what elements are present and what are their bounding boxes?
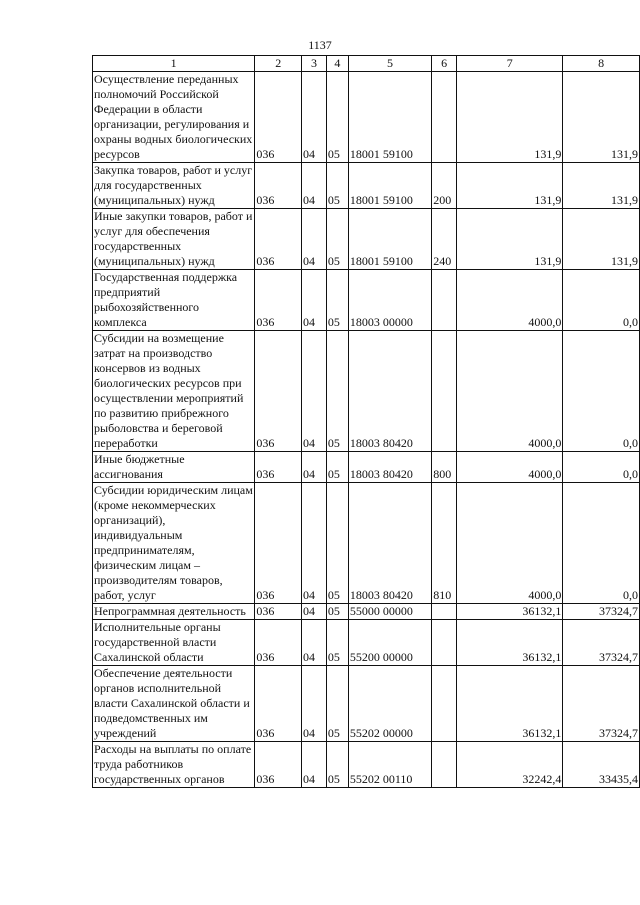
col-header: 6 <box>432 56 457 72</box>
table-body <box>93 56 640 788</box>
row-name: Субсидии юридическим лицам (кроме некоммерческих организаций), индивидуальным предпринимателям, физическим лицам – производителям товаров, работ, услуг <box>94 483 253 602</box>
budget-table <box>92 55 640 788</box>
row-amount-year-1: 4000,0 <box>457 331 563 452</box>
row-amount-year-1: 32242,4 <box>457 742 563 788</box>
row-name: Субсидии на возмещение затрат на производство консервов из водных биологических ресурсов при осуществлении мероприятий по развитию прибрежного рыболовства и береговой переработки <box>93 331 255 452</box>
row-section: 04 <box>302 452 327 483</box>
row-name: Иные закупки товаров, работ и услуг для обеспечения государственных (муниципальных) нужд <box>93 209 255 270</box>
row-expense-type <box>432 666 457 742</box>
row-amount-year-1: 36132,1 <box>457 604 563 620</box>
row-expense-type: 200 <box>432 163 457 209</box>
row-subsection: 05 <box>326 620 348 666</box>
row-expense-type <box>432 620 457 666</box>
row-name: Осуществление переданных полномочий Российской Федерации в области организации, регулирования и охраны водных биологических ресурсов <box>93 72 255 163</box>
row-expense-type <box>432 742 457 788</box>
row-amount-year-2: 37324,7 <box>563 666 640 742</box>
table-row <box>93 452 640 483</box>
row-amount-year-2: 0,0 <box>563 331 640 452</box>
row-name: Иные бюджетные ассигнования <box>93 452 255 483</box>
row-subsection: 05 <box>326 666 348 742</box>
row-target-article: 55000 00000 <box>348 604 431 620</box>
row-expense-type <box>432 331 457 452</box>
row-amount-year-1: 4000,0 <box>457 270 563 331</box>
row-ministry-code: 036 <box>255 666 302 742</box>
table-row <box>93 666 640 742</box>
row-ministry-code: 036 <box>255 163 302 209</box>
row-amount-year-1: 131,9 <box>457 163 563 209</box>
row-section: 04 <box>302 331 327 452</box>
row-amount-year-1: 36132,1 <box>457 666 563 742</box>
row-amount-year-2: 0,0 <box>563 483 640 604</box>
col-header: 2 <box>255 56 302 72</box>
row-amount-year-1: 36132,1 <box>457 620 563 666</box>
row-target-article: 18001 59100 <box>348 72 431 163</box>
row-subsection: 05 <box>326 163 348 209</box>
page-number: 1137 <box>308 38 332 52</box>
row-section: 04 <box>302 483 327 604</box>
row-ministry-code: 036 <box>255 270 302 331</box>
row-target-article: 55200 00000 <box>348 620 431 666</box>
row-target-article: 55202 00110 <box>348 742 431 788</box>
row-ministry-code: 036 <box>255 72 302 163</box>
row-section: 04 <box>302 72 327 163</box>
row-amount-year-2: 131,9 <box>563 209 640 270</box>
row-name: Непрограммная деятельность <box>93 604 255 620</box>
table-row <box>93 742 640 788</box>
row-amount-year-2: 33435,4 <box>563 742 640 788</box>
row-amount-year-2: 131,9 <box>563 72 640 163</box>
row-target-article: 18001 59100 <box>348 209 431 270</box>
row-ministry-code: 036 <box>255 452 302 483</box>
row-subsection: 05 <box>326 331 348 452</box>
table-row <box>93 483 640 604</box>
row-amount-year-2: 37324,7 <box>563 604 640 620</box>
row-target-article: 18003 80420 <box>348 483 431 604</box>
col-header: 8 <box>563 56 640 72</box>
row-section: 04 <box>302 666 327 742</box>
row-name: Исполнительные органы государственной власти Сахалинской области <box>93 620 255 666</box>
row-amount-year-2: 131,9 <box>563 163 640 209</box>
col-header: 3 <box>302 56 327 72</box>
row-name: Государственная поддержка предприятий рыбохозяйственного комплекса <box>93 270 255 331</box>
row-amount-year-2: 0,0 <box>563 452 640 483</box>
table-row <box>93 620 640 666</box>
row-expense-type <box>432 270 457 331</box>
row-subsection: 05 <box>326 604 348 620</box>
row-amount-year-2: 0,0 <box>563 270 640 331</box>
row-amount-year-1: 4000,0 <box>457 483 563 604</box>
col-header: 5 <box>348 56 431 72</box>
row-section: 04 <box>302 270 327 331</box>
row-expense-type: 800 <box>432 452 457 483</box>
row-ministry-code: 036 <box>255 209 302 270</box>
row-ministry-code: 036 <box>255 742 302 788</box>
row-target-article: 18003 80420 <box>348 331 431 452</box>
row-expense-type: 240 <box>432 209 457 270</box>
table-row <box>93 270 640 331</box>
row-ministry-code: 036 <box>255 483 302 604</box>
col-header: 4 <box>326 56 348 72</box>
col-header: 1 <box>93 56 255 72</box>
row-amount-year-1: 131,9 <box>457 72 563 163</box>
row-subsection: 05 <box>326 742 348 788</box>
row-name: Обеспечение деятельности органов исполнительной власти Сахалинской области и подведомственных им учреждений <box>93 666 255 742</box>
row-ministry-code: 036 <box>255 604 302 620</box>
row-subsection: 05 <box>326 209 348 270</box>
table-row <box>93 209 640 270</box>
row-section: 04 <box>302 604 327 620</box>
row-target-article: 18001 59100 <box>348 163 431 209</box>
row-expense-type <box>432 72 457 163</box>
row-ministry-code: 036 <box>255 331 302 452</box>
col-header: 7 <box>457 56 563 72</box>
row-expense-type <box>432 604 457 620</box>
row-name: Расходы на выплаты по оплате труда работников государственных органов <box>93 742 255 788</box>
row-section: 04 <box>302 620 327 666</box>
table-header-row <box>93 56 640 72</box>
row-amount-year-2: 37324,7 <box>563 620 640 666</box>
row-name: Закупка товаров, работ и услуг для государственных (муниципальных) нужд <box>93 163 255 209</box>
row-section: 04 <box>302 163 327 209</box>
row-target-article: 55202 00000 <box>348 666 431 742</box>
row-target-article: 18003 00000 <box>348 270 431 331</box>
row-subsection: 05 <box>326 452 348 483</box>
row-subsection: 05 <box>326 72 348 163</box>
row-ministry-code: 036 <box>255 620 302 666</box>
table-row <box>93 331 640 452</box>
row-section: 04 <box>302 209 327 270</box>
row-subsection: 05 <box>326 270 348 331</box>
table-row <box>93 72 640 163</box>
row-amount-year-1: 4000,0 <box>457 452 563 483</box>
row-subsection: 05 <box>326 483 348 604</box>
table-row <box>93 604 640 620</box>
row-target-article: 18003 80420 <box>348 452 431 483</box>
row-section: 04 <box>302 742 327 788</box>
row-expense-type: 810 <box>432 483 457 604</box>
table-row <box>93 163 640 209</box>
row-amount-year-1: 131,9 <box>457 209 563 270</box>
